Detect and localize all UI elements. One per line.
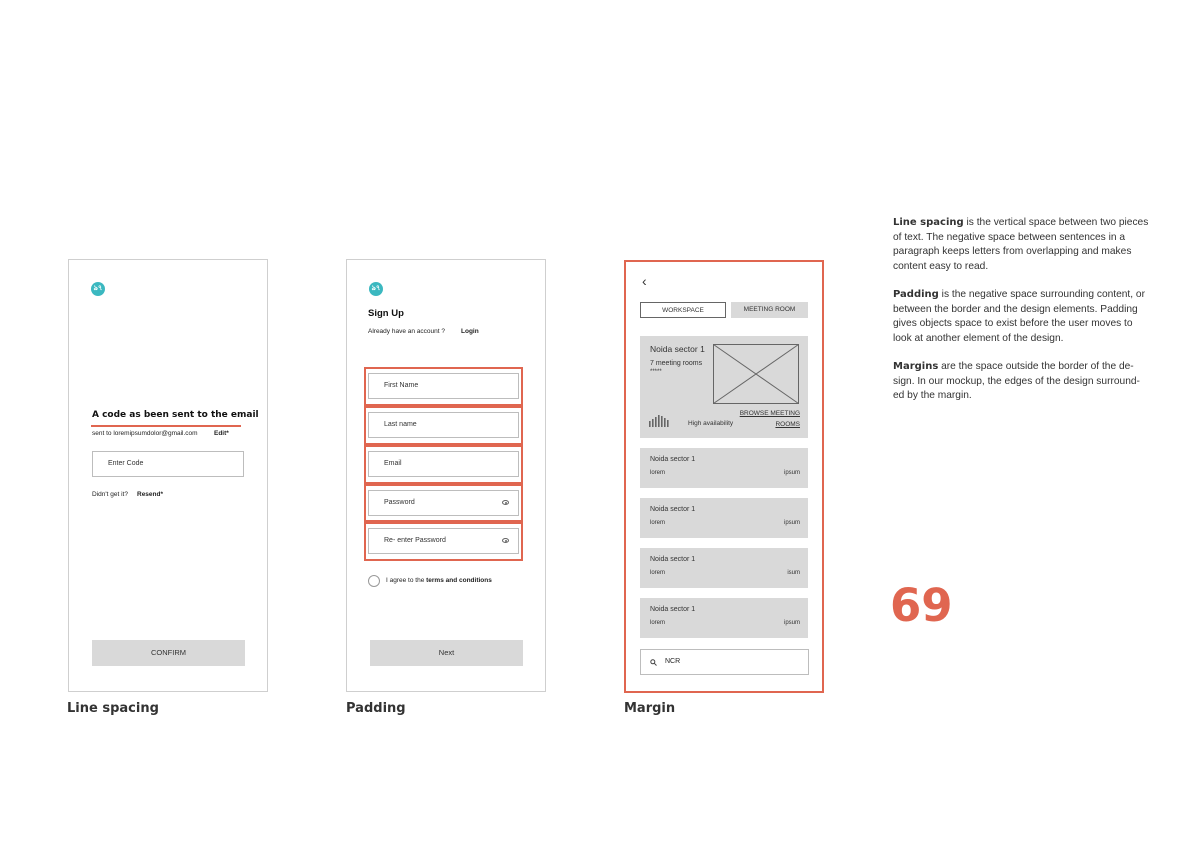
didnt-get-it-text: Didn't get it? [92, 491, 128, 498]
featured-rooms: 7 meeting rooms [650, 360, 703, 367]
browse-rooms-link[interactable]: ROOMS [775, 421, 800, 428]
agree-text [386, 577, 492, 584]
location-card[interactable] [640, 448, 808, 488]
padding-marker [364, 484, 523, 522]
sent-to-text: sent to loremipsumdolor@gmail.com [92, 430, 198, 437]
browse-meeting-link[interactable]: BROWSE MEETING [739, 410, 800, 417]
first-name-input[interactable]: First Name [368, 373, 519, 399]
signup-screen-mockup [346, 259, 546, 692]
workspace-screen-mockup [624, 260, 824, 693]
margins-description [893, 360, 1151, 404]
location-right-text: ipsum [783, 470, 800, 476]
tab-workspace[interactable]: WORKSPACE [640, 302, 726, 318]
verification-heading: A code as been sent to the email [92, 410, 259, 420]
location-card[interactable] [640, 498, 808, 538]
location-title: Noida sector 1 [650, 506, 696, 513]
terms-link[interactable]: terms and conditions [426, 577, 492, 584]
eye-icon[interactable] [502, 500, 509, 505]
enter-code-input[interactable]: Enter Code [92, 451, 244, 477]
page-number: 69 [890, 579, 953, 632]
agree-prefix: I agree to the [386, 577, 425, 584]
line-spacing-description [893, 216, 1151, 274]
app-logo: ঌ৭ [369, 282, 383, 296]
search-icon [650, 659, 657, 666]
edit-link[interactable]: Edit* [214, 430, 229, 437]
signup-title: Sign Up [368, 308, 404, 319]
line-spacing-text: is the vertical space between two pieces of text. The negative space between sentences in a paragraph keeps letters from overlapping and makes content easy to read. [893, 217, 1149, 272]
resend-link[interactable]: Resend* [137, 491, 164, 498]
padding-marker [364, 406, 523, 445]
location-title: Noida sector 1 [650, 606, 696, 613]
featured-title: Noida sector 1 [650, 344, 705, 354]
location-title: Noida sector 1 [650, 556, 696, 563]
email-input[interactable]: Email [368, 451, 519, 477]
app-logo: ঌ৭ [91, 282, 105, 296]
featured-location-card[interactable] [640, 336, 808, 438]
location-title: Noida sector 1 [650, 456, 696, 463]
tab-meeting-room[interactable]: MEETING ROOM [731, 302, 808, 318]
line-spacing-term: Line spacing [893, 217, 964, 228]
location-left-text: lorem [650, 470, 666, 476]
next-button[interactable]: Next [370, 640, 523, 666]
location-right-text: ipsum [783, 620, 800, 626]
padding-marker [364, 367, 523, 406]
location-card[interactable] [640, 598, 808, 638]
password-input[interactable] [368, 490, 519, 516]
caption-margin: Margin [624, 701, 676, 716]
featured-stars: ***** [650, 369, 662, 375]
padding-text: is the negative space surrounding content, or between the border and the design elements. Padding gives objects space to exist before the user moves to look at another element of the design. [893, 289, 1145, 344]
caption-padding: Padding [346, 701, 406, 716]
password-label: Password [384, 499, 415, 506]
verification-screen-mockup [68, 259, 268, 692]
availability-text: High availability [688, 420, 734, 427]
padding-marker [364, 522, 523, 561]
search-bar[interactable] [640, 649, 809, 675]
margins-text: are the space outside the border of the de-sign. In our mockup, the edges of the design surround-ed by the margin. [893, 361, 1140, 401]
terms-checkbox[interactable] [368, 575, 380, 587]
have-account-text: Already have an account ? [368, 328, 445, 335]
back-icon[interactable]: ‹ [642, 273, 647, 289]
location-right-text: ipsum [783, 520, 800, 526]
line-spacing-marker [91, 425, 241, 427]
image-placeholder-icon [713, 344, 799, 404]
location-left-text: lorem [650, 620, 666, 626]
search-value: NCR [665, 658, 681, 665]
last-name-input[interactable]: Last name [368, 412, 519, 438]
location-right-text: isum [787, 570, 800, 576]
location-left-text: lorem [650, 520, 666, 526]
login-link[interactable]: Login [461, 328, 479, 335]
availability-bars-icon [649, 415, 675, 427]
reenter-password-input[interactable] [368, 528, 519, 554]
eye-icon[interactable] [502, 538, 509, 543]
confirm-button[interactable]: CONFIRM [92, 640, 245, 666]
reenter-password-label: Re- enter Password [384, 537, 446, 544]
padding-term: Padding [893, 289, 939, 300]
location-card[interactable] [640, 548, 808, 588]
location-left-text: lorem [650, 570, 666, 576]
caption-line-spacing: Line spacing [67, 701, 159, 716]
padding-description [893, 288, 1151, 346]
padding-marker [364, 445, 523, 484]
margins-term: Margins [893, 361, 939, 372]
